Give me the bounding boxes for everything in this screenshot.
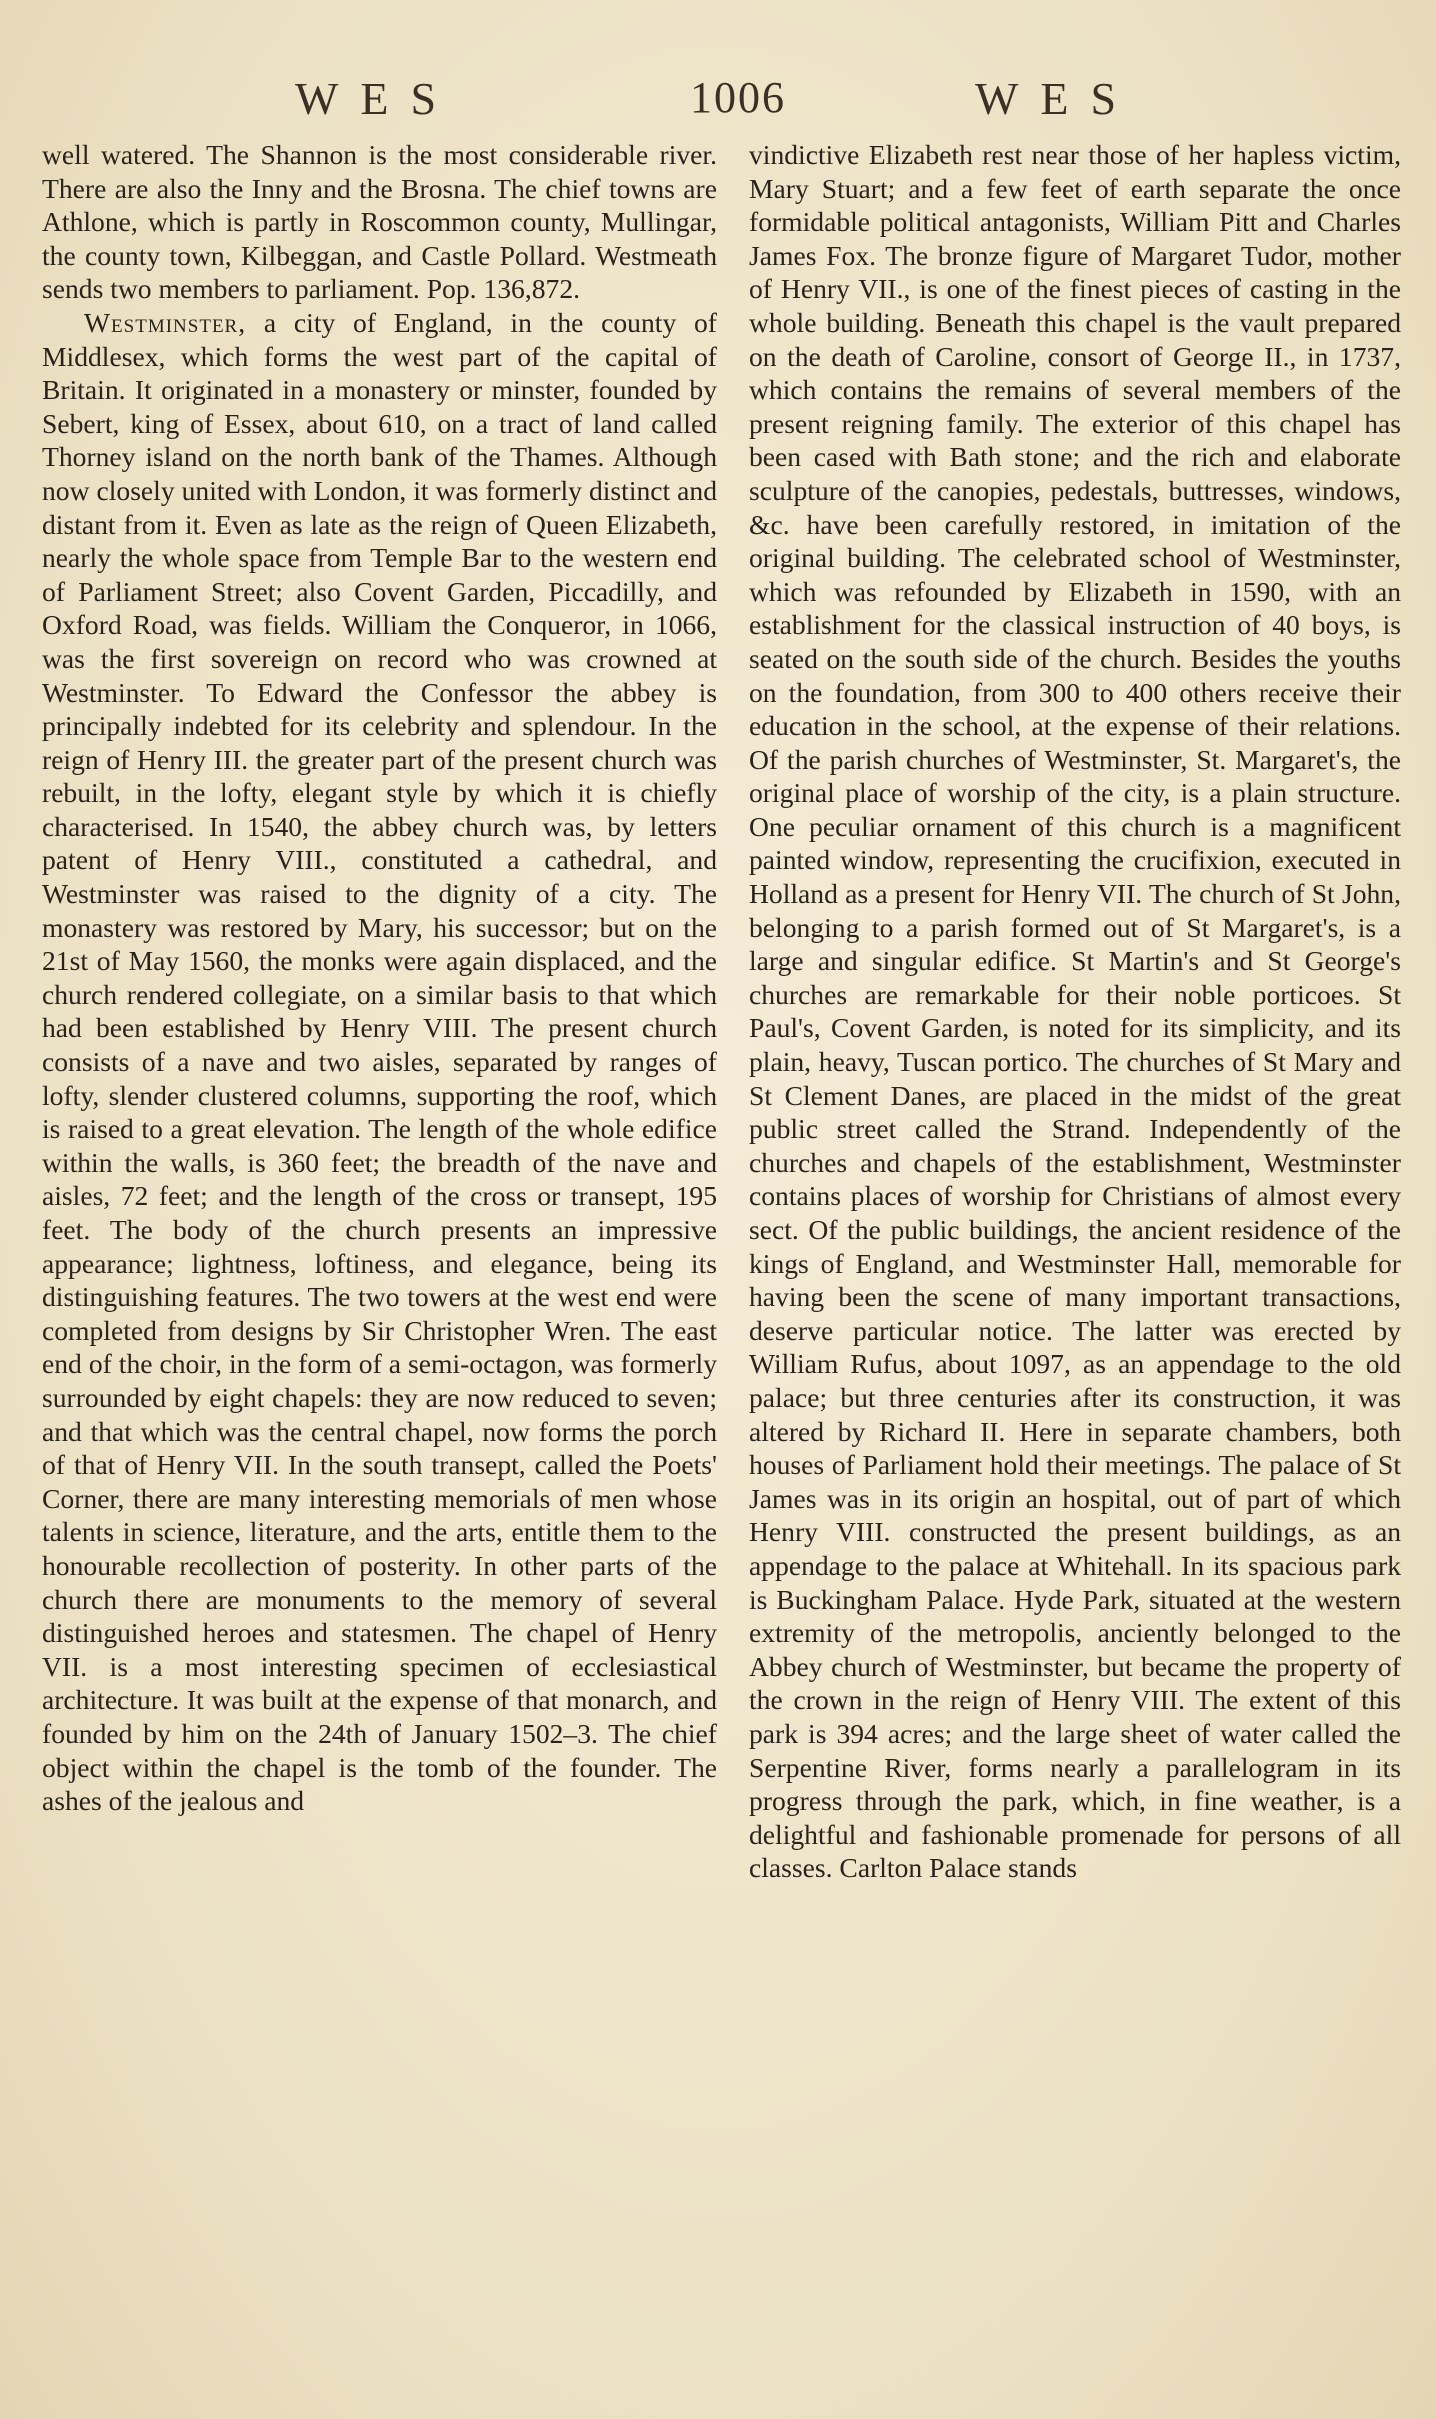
right-column bbox=[749, 138, 1401, 1885]
paragraph-westminster-continued: vindictive Elizabeth rest near those of her hapless victim, Mary Stuart; and a few feet of earth separate the once formidable political antagonists, William Pitt and Charles James Fox. The bronze figure of Margaret Tudor, mother of Henry VII., is one of the finest pieces of casting in the whole building. Beneath this chapel is the vault prepared on the death of Caroline, consort of George II., in 1737, which contains the remains of several members of the present reigning family. The exterior of this chapel has been cased with Bath stone; and the rich and elaborate sculpture of the canopies, pedestals, buttresses, windows, &c. have been carefully restored, in imitation of the original building. The celebrated school of Westminster, which was refounded by Elizabeth in 1590, with an establishment for the classical instruction of 40 boys, is seated on the south side of the church. Besides the youths on the foundation, from 300 to 400 others receive their education in the school, at the expense of their relations. Of the parish churches of Westminster, St. Margaret's, the original place of worship of the city, is a plain structure. One peculiar ornament of this church is a magnificent painted window, representing the crucifixion, executed in Holland as a present for Henry VII. The church of St John, belonging to a parish formed out of St Margaret's, is a large and singular edifice. St Martin's and St George's churches are remarkable for their noble porticoes. St Paul's, Covent Garden, is noted for its simplicity, and its plain, heavy, Tuscan portico. The churches of St Mary and St Clement Danes, are placed in the midst of the great public street called the Strand. Independently of the churches and chapels of the establishment, Westminster contains places of worship for Christians of almost every sect. Of the public buildings, the ancient residence of the kings of England, and Westminster Hall, memorable for having been the scene of many important transactions, deserve particular notice. The latter was erected by William Rufus, about 1097, as an appendage to the old palace; but three centuries after its construction, it was altered by Richard II. Here in separate chambers, both houses of Parliament hold their meetings. The palace of St James was in its origin an hospital, out of part of which Henry VIII. constructed the present buildings, as an appendage to the palace at Whitehall. In its spacious park is Buckingham Palace. Hyde Park, situated at the western extremity of the metropolis, anciently belonged to the Abbey church of Westminster, but became the property of the crown in the reign of Henry VIII. The extent of this park is 394 acres; and the large sheet of water called the Serpentine River, forms nearly a parallelogram in its progress through the park, which, in fine weather, is a delightful and fashionable promenade for persons of all classes. Carlton Palace stands bbox=[749, 139, 1401, 1884]
entry-body: a city of England, in the county of Middlesex, which forms the west part of the capital of Britain. It originated in a monastery or minster, founded by Sebert, king of Essex, about 610, on a tract of land called Thorney island on the north bank of the Thames. Although now closely united with London, it was formerly distinct and distant from it. Even as late as the reign of Queen Elizabeth, nearly the whole space from Temple Bar to the western end of Parliament Street; also Covent Garden, Piccadilly, and Oxford Road, was fields. William the Conqueror, in 1066, was the first sovereign on record who was crowned at Westminster. To Edward the Confessor the abbey is principally indebted for its celebrity and splendour. In the reign of Henry III. the greater part of the present church was rebuilt, in the lofty, elegant style by which it is chiefly characterised. In 1540, the abbey church was, by letters patent of Henry VIII., constituted a cathedral, and Westminster was raised to the dignity of a city. The monastery was restored by Mary, his successor; but on the 21st of May 1560, the monks were again displaced, and the church rendered collegiate, on a similar basis to that which had been established by Henry VIII. The present church consists of a nave and two aisles, separated by ranges of lofty, slender clustered columns, supporting the roof, which is raised to a great elevation. The length of the whole edifice within the walls, is 360 feet; the breadth of the nave and aisles, 72 feet; and the length of the cross or transept, 195 feet. The body of the church presents an impressive appearance; lightness, loftiness, and elegance, being its distinguishing features. The two towers at the west end were completed from designs by Sir Christopher Wren. The east end of the choir, in the form of a semi-octagon, was formerly surrounded by eight chapels: they are now reduced to seven; and that which was the central chapel, now forms the porch of that of Henry VII. In the south transept, called the Poets' Corner, there are many interesting memorials of men whose talents in science, literature, and the arts, entitle them to the honourable recollection of posterity. In other parts of the church there are monuments to the memory of several distinguished heroes and statesmen. The chapel of Henry VII. is a most interesting specimen of ecclesiastical architecture. It was built at the expense of that monarch, and founded by him on the 24th of January 1502–3. The chief object within the chapel is the tomb of the founder. The ashes of the jealous and bbox=[42, 306, 717, 1817]
running-header bbox=[0, 72, 1436, 132]
paragraph-westmeath-end: well watered. The Shannon is the most considerable river. There are also the Inny and the Brosna. The chief towns are Athlone, which is partly in Roscommon county, Mullingar, the county town, Kilbeggan, and Castle Pollard. Westmeath sends two members to parliament. Pop. 136,872. bbox=[42, 139, 717, 305]
left-column bbox=[42, 138, 717, 1818]
header-right-word: WES bbox=[975, 73, 1139, 124]
page-number: 1006 bbox=[690, 73, 786, 122]
paragraph-westminster bbox=[42, 306, 717, 1818]
entry-headword: Westminster, bbox=[84, 306, 247, 338]
header-left-word: WES bbox=[295, 73, 459, 124]
